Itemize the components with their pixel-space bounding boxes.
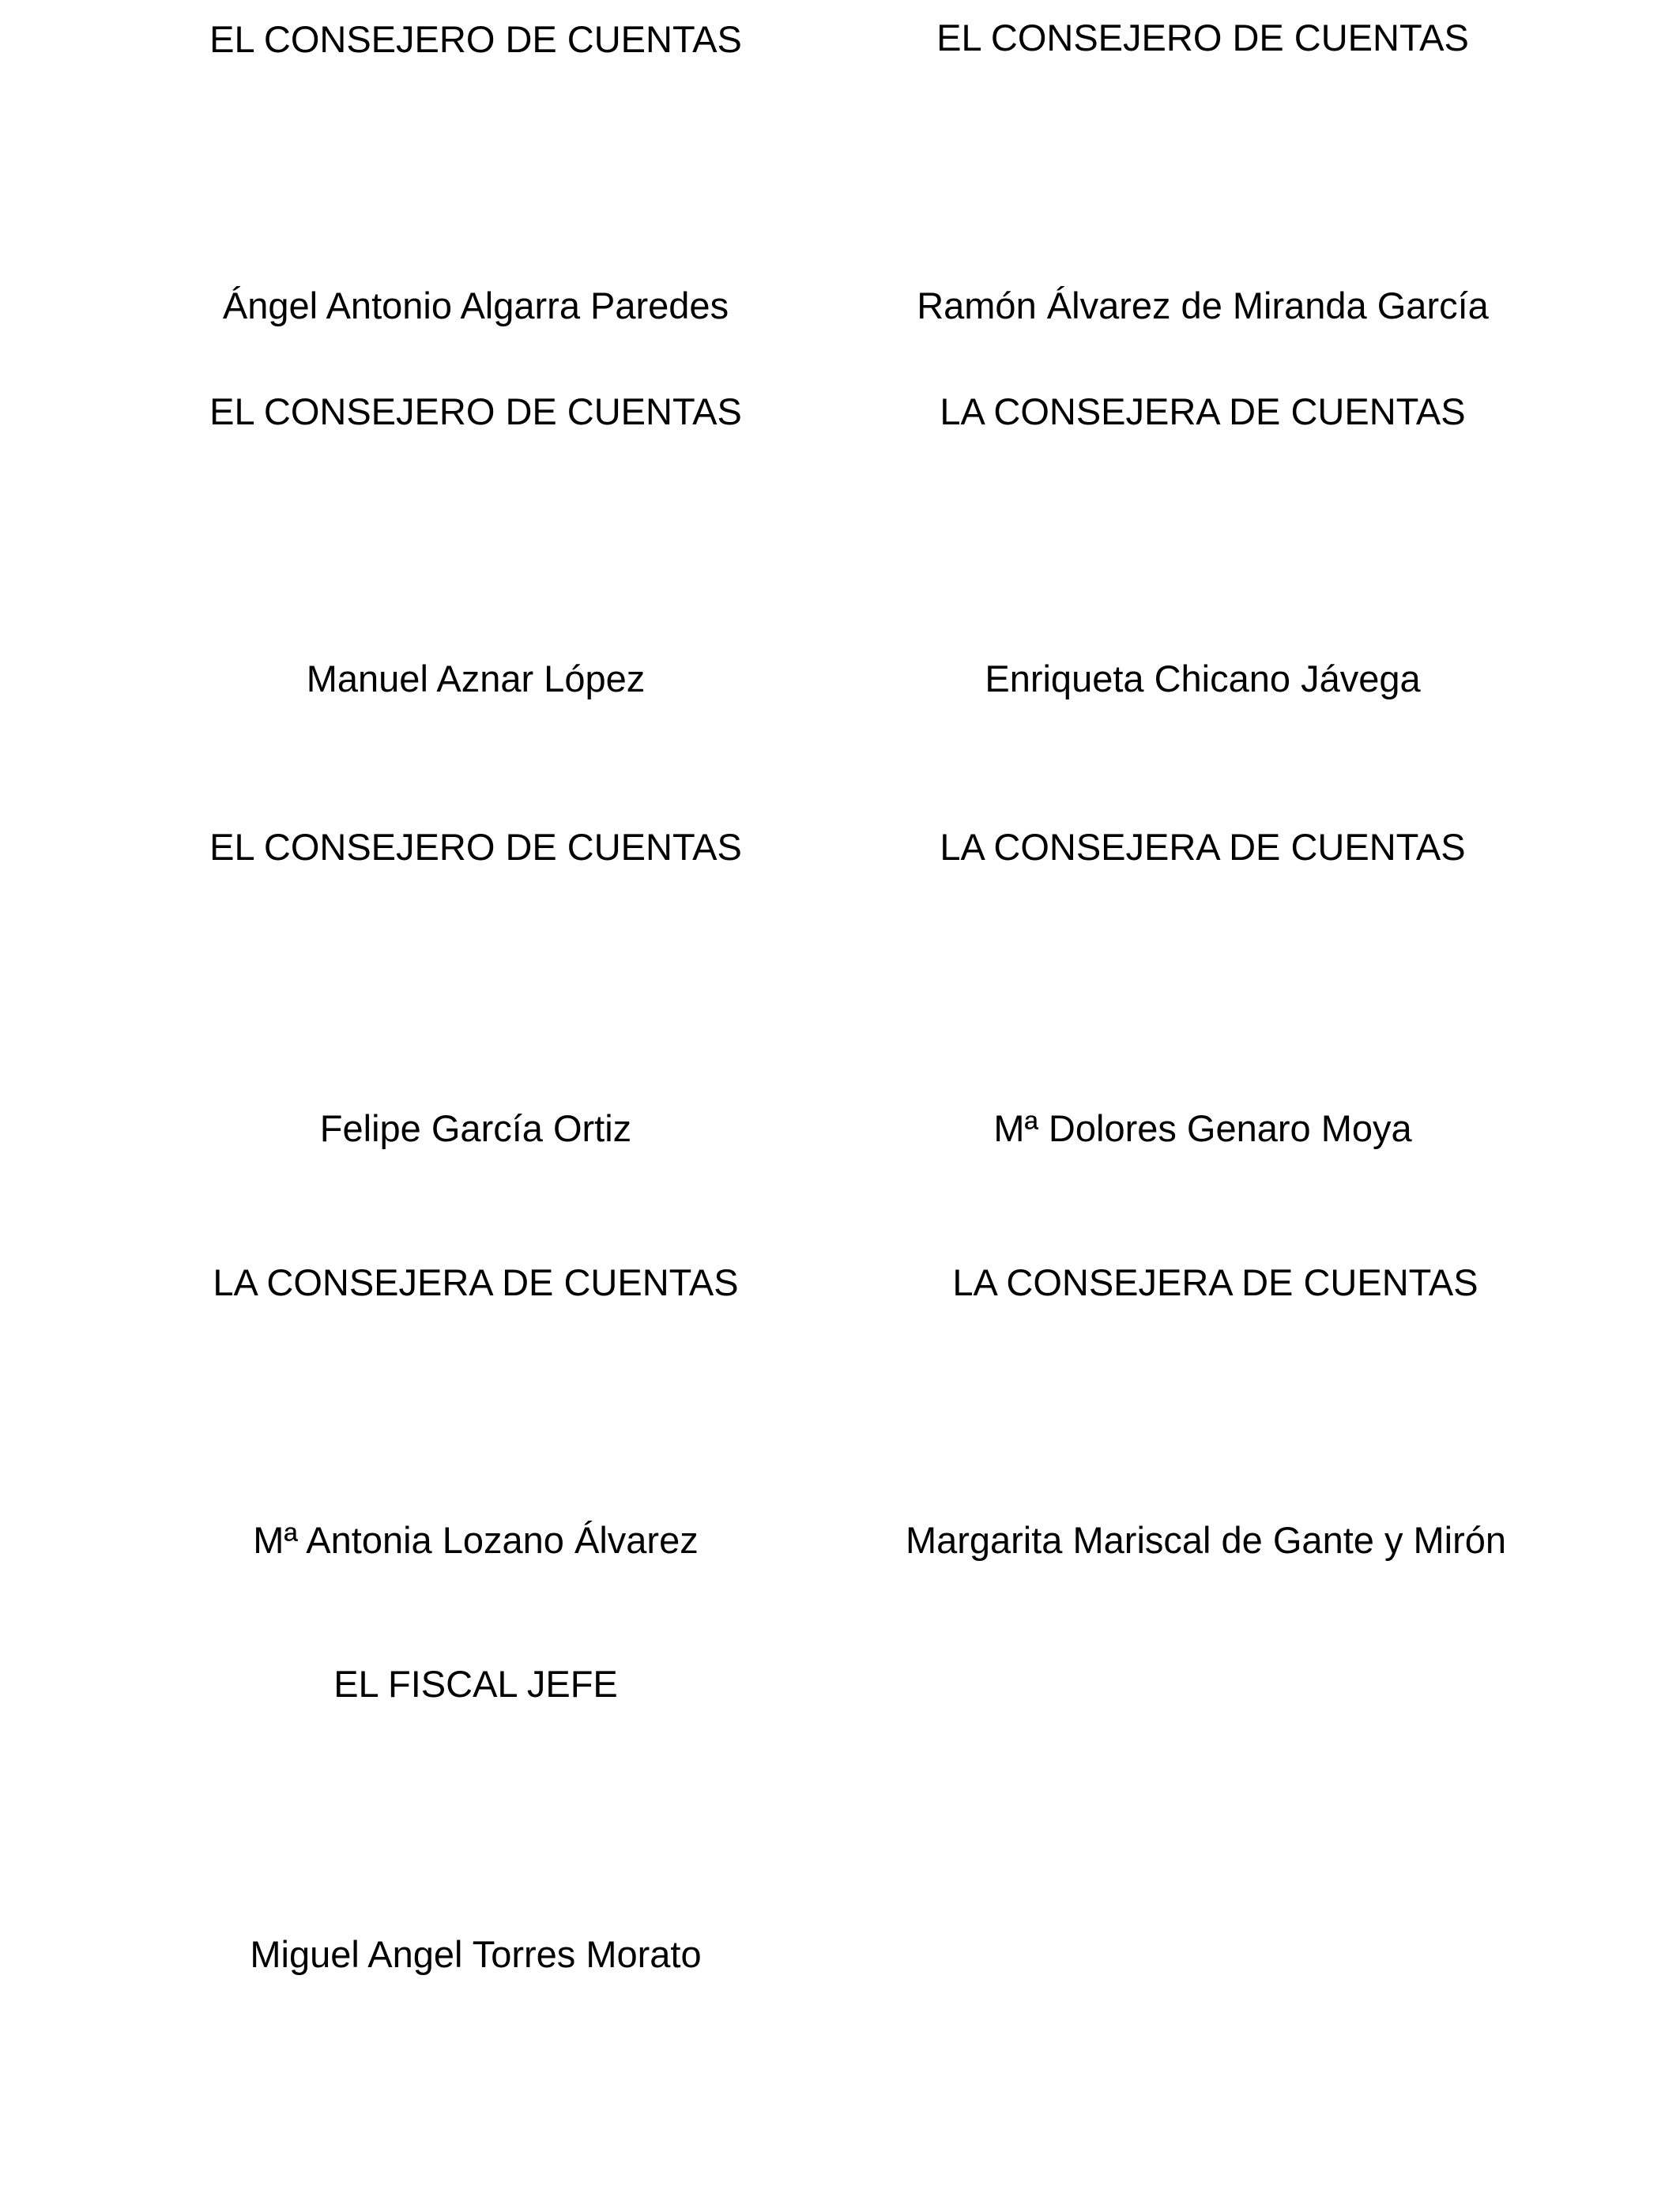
signatory-name: Felipe García Ortiz bbox=[319, 1107, 632, 1149]
signatory-name: Mª Antonia Lozano Álvarez bbox=[253, 1519, 699, 1561]
signatory-name: Margarita Mariscal de Gante y Mirón bbox=[905, 1519, 1507, 1561]
signatory-role: EL CONSEJERO DE CUENTAS bbox=[209, 826, 742, 868]
signatory-role: LA CONSEJERA DE CUENTAS bbox=[940, 826, 1466, 868]
signatory-role: LA CONSEJERA DE CUENTAS bbox=[952, 1261, 1478, 1303]
signatory-name: Miguel Angel Torres Morato bbox=[250, 1933, 702, 1975]
signatory-name: Mª Dolores Genaro Moya bbox=[993, 1107, 1412, 1149]
signatory-name: Enriqueta Chicano Jávega bbox=[985, 658, 1421, 699]
signatory-role: EL CONSEJERO DE CUENTAS bbox=[209, 18, 742, 60]
signatory-role: EL CONSEJERO DE CUENTAS bbox=[209, 390, 742, 432]
signatory-role: EL FISCAL JEFE bbox=[333, 1663, 618, 1705]
signatory-name: Ángel Antonio Algarra Paredes bbox=[222, 285, 729, 326]
signatory-name: Ramón Álvarez de Miranda García bbox=[917, 285, 1489, 326]
signatory-role: LA CONSEJERA DE CUENTAS bbox=[213, 1261, 739, 1303]
signatory-role: LA CONSEJERA DE CUENTAS bbox=[940, 390, 1466, 432]
signatory-role: EL CONSEJERO DE CUENTAS bbox=[936, 17, 1469, 58]
signatory-name: Manuel Aznar López bbox=[306, 658, 646, 699]
